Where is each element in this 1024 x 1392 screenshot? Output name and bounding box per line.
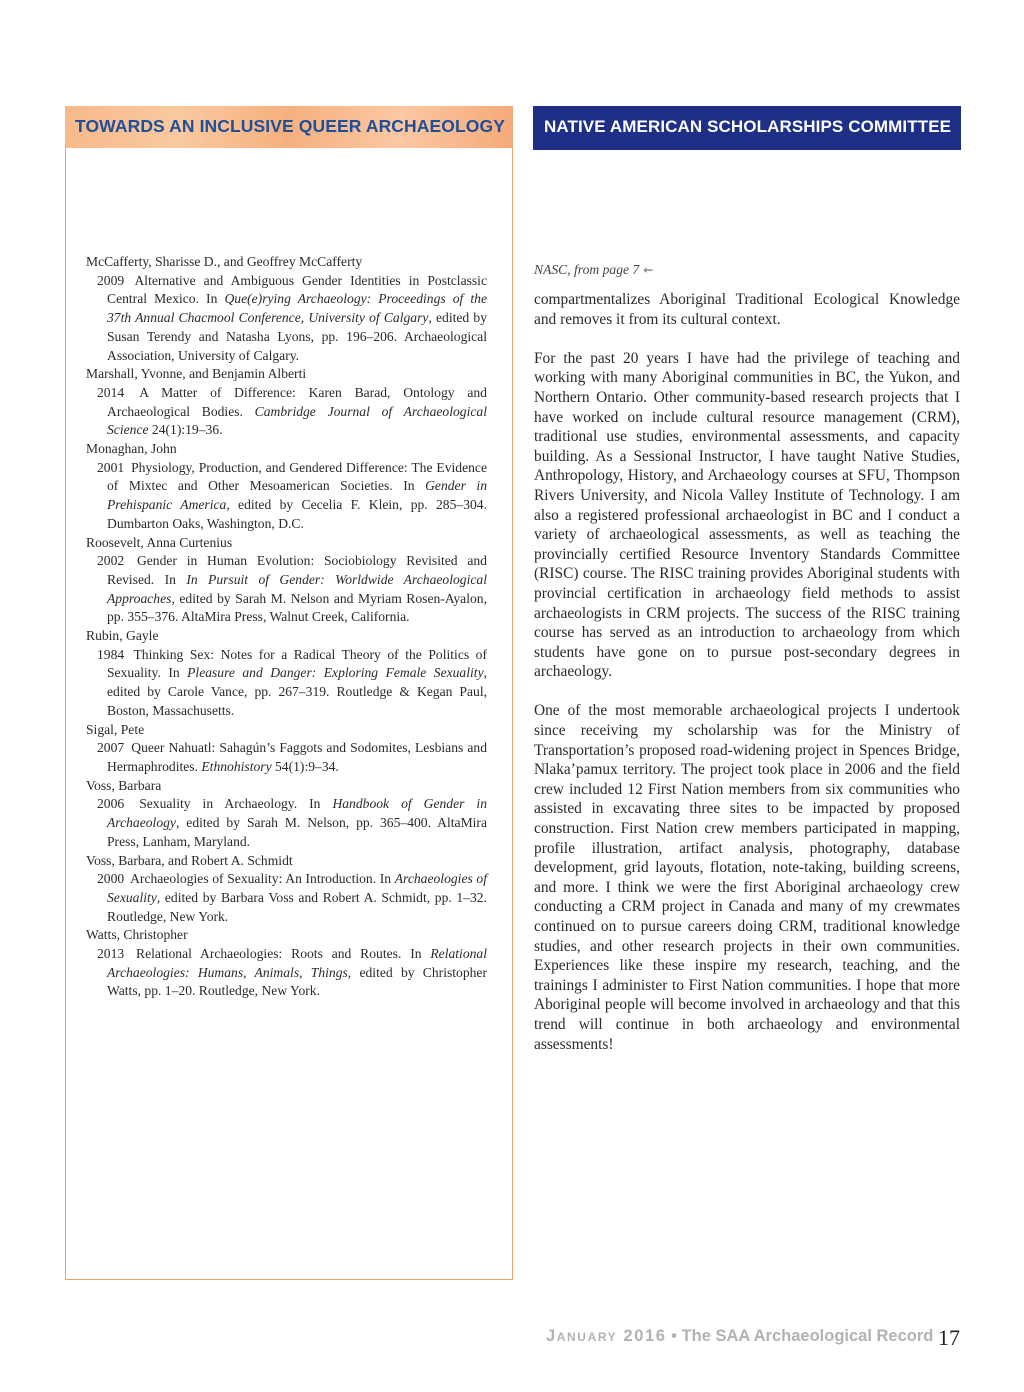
reference-entry — [86, 721, 491, 777]
left-section-title: TOWARDS AN INCLUSIVE QUEER ARCHAEOLOGY — [75, 116, 505, 136]
reference-citation: 2006 Sexuality in Archaeology. In Handbook of Gender in Archaeology, edited by Sarah M. Nelson, pp. 365–400. AltaMira Press, Lanham, Maryland. — [97, 796, 487, 849]
reference-entry — [86, 777, 491, 852]
right-section-title: NATIVE AMERICAN SCHOLARSHIPS COMMITTEE — [544, 117, 952, 136]
reference-citation: 1984 Thinking Sex: Notes for a Radical Theory of the Politics of Sexuality. In Pleasure and Danger: Exploring Female Sexuality, edited by Carole Vance, pp. 267–319. Routledge & Kegan Paul, Boston, Massachusetts. — [97, 646, 488, 718]
right-section-header — [533, 106, 961, 150]
reference-citation: 2001 Physiology, Production, and Gendered Difference: The Evidence of Mixtec and Other Mesoamerican Societies. In Gender in Prehispanic America, edited by Cecelia F. Klein, pp. 285–304. Dumbarton Oaks, Washington, D.C. — [97, 459, 487, 531]
reference-entry — [86, 852, 491, 927]
reference-author: Marshall, Yvonne, and Benjamin Alberti — [86, 366, 307, 382]
reference-citation: 2009 Alternative and Ambiguous Gender Identities in Postclassic Central Mexico. In Que(e)rying Archaeology: Proceedings of the 37th Annual Chacmool Conference, University of Calgary, edited by Susan Terendy and Natasha Lyons, pp. 196–206. Archaeological Association, University of Calgary. — [97, 272, 487, 363]
reference-citation: 2002 Gender in Human Evolution: Sociobiology Revisited and Revised. In In Pursuit of Gender: Worldwide Archaeological Approaches, edited by Sarah M. Nelson and Myriam Rosen-Ayalon, pp. 355–376. AltaMira Press, Walnut Creek, California. — [97, 553, 487, 625]
article-column — [534, 262, 960, 1074]
references-list — [86, 253, 491, 1001]
footer-journal-name: The SAA Archaeological Record — [681, 1327, 934, 1345]
article-paragraph: compartmentalizes Aboriginal Traditional Ecological Knowledge and removes it from its cultural context. — [534, 291, 960, 328]
continuation-arrow-icon: ⇜ — [643, 263, 654, 277]
reference-author: Voss, Barbara — [86, 777, 162, 793]
reference-entry — [86, 926, 491, 1001]
reference-entry — [86, 440, 491, 534]
reference-citation: 2000 Archaeologies of Sexuality: An Introduction. In Archaeologies of Sexuality, edited by Barbara Voss and Robert A. Schmidt, pp. 1–32. Routledge, New York. — [97, 871, 487, 924]
page-number: 17 — [938, 1325, 960, 1350]
reference-entry — [86, 534, 491, 628]
continued-from-label: NASC, from page 7 ⇜ — [534, 262, 654, 277]
reference-citation: 2013 Relational Archaeologies: Roots and Routes. In Relational Archaeologies: Humans, Animals, Things, edited by Christopher Watts, pp. 1–20. Routledge, New York. — [97, 946, 487, 999]
reference-author: Sigal, Pete — [86, 721, 145, 737]
footer-separator: • — [671, 1327, 677, 1345]
reference-author: Roosevelt, Anna Curtenius — [86, 534, 233, 550]
page-footer — [546, 1327, 933, 1346]
reference-entry — [86, 365, 491, 440]
left-section-header — [65, 106, 513, 148]
reference-entry — [86, 627, 491, 721]
reference-author: Watts, Christopher — [86, 927, 188, 943]
reference-author: Monaghan, John — [86, 441, 177, 457]
article-paragraph: One of the most memorable archaeological projects I undertook since receiving my scholarship was for the Ministry of Transportation’s proposed road-widening project in Spences Bridge, Nlaka’pamux territory. The project took place in 2006 and the field crew included 12 First Nation members from six communities who assisted in excavating three sites to be impacted by proposed construction. First Nation crew members participated in mapping, profile illustration, artifact analysis, photography, database development, grid layouts, flotation, note-taking, building screens, and more. I think we were the first Aboriginal archaeology crew conducting a CRM project in Canada and many of my crewmates continued on to pursue careers doing CRM, traditional knowledge studies, and other research projects in their own communities. Experiences like these inspire my research, teaching, and the trainings I administer to First Nation communities. I hope that more Aboriginal people will become involved in archaeology and that this trend will continue in both archaeology and environmental assessments! — [534, 702, 960, 1053]
article-paragraph: For the past 20 years I have had the privilege of teaching and working with many Aboriginal communities in BC, the Yukon, and Northern Ontario. Other community-based research projects that I have worked on include cultural resource management (CRM), traditional use studies, environmental assessments, and capacity building. As a Sessional Instructor, I have taught Native Studies, Anthropology, History, and Archaeology courses at SFU, Thompson Rivers University, and Nicola Valley Institute of Technology. I am also a registered professional archaeologist in BC and I conduct a variety of archaeological assessments, as well as teaching the provincially certified Resource Inventory Standards Committee (RISC) course. The RISC training provides Aboriginal students with provincial certification in archaeology field methods to assist archaeologists in CRM projects. The success of the RISC training course has served as an introduction to archaeology from which students have gone on to pursue post-secondary degrees in archaeology. — [534, 349, 960, 681]
reference-author: Voss, Barbara, and Robert A. Schmidt — [86, 852, 293, 868]
reference-citation: 2007 Queer Nahuatl: Sahagún’s Faggots and Sodomites, Lesbians and Hermaphrodites. Ethnohistory 54(1):9–34. — [97, 740, 487, 774]
reference-author: Rubin, Gayle — [86, 628, 159, 644]
reference-citation: 2014 A Matter of Difference: Karen Barad, Ontology and Archaeological Bodies. Cambridge Journal of Archaeological Science 24(1):19–36. — [97, 384, 487, 438]
reference-author: McCafferty, Sharisse D., and Geoffrey McCafferty — [86, 254, 363, 269]
reference-entry — [86, 253, 491, 365]
footer-issue-date: January 2016 — [546, 1327, 667, 1345]
